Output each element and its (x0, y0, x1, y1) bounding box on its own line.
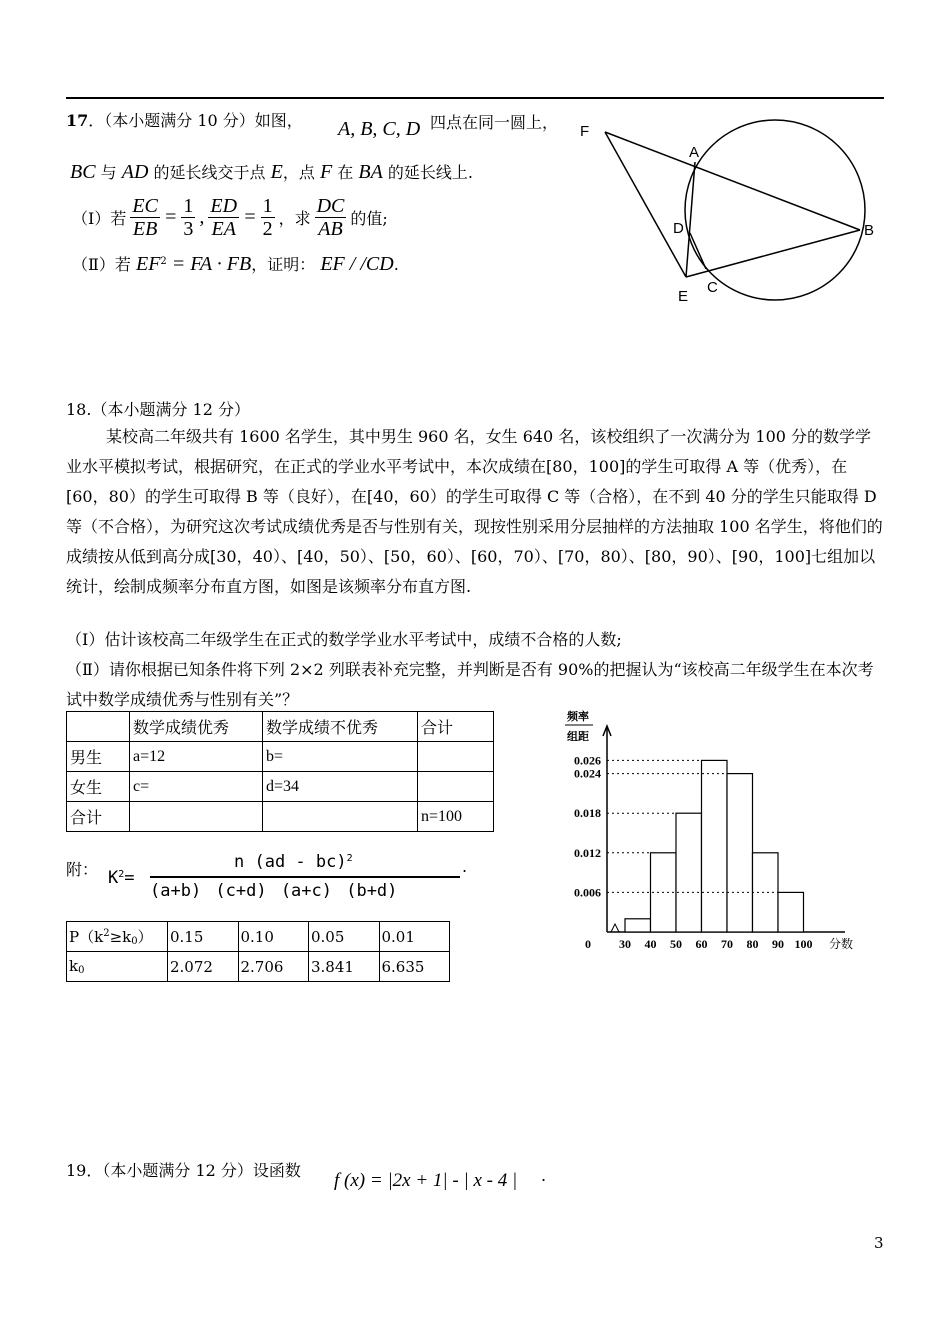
appendix-label: 附： (66, 860, 99, 879)
q17-ad: AD (121, 161, 149, 183)
cell: n=100 (418, 802, 494, 832)
q18-part1: （Ⅰ）估计该校高二年级学生在正式的数学学业水平考试中，成绩不合格的人数; (66, 630, 622, 649)
label-f: F (580, 123, 590, 140)
q17-frac-dc-ab: $\frac{DC}{AB}$ (316, 195, 345, 240)
histogram-bar (702, 760, 728, 932)
q17-points: A, B, C, D (338, 118, 421, 140)
y-axis-label-bottom: 组距 (567, 730, 589, 743)
table-row (67, 802, 494, 832)
q17-frac-1-2: $\frac{1}{2}$ (262, 195, 273, 240)
cell: 0.05 (309, 922, 380, 952)
q17-frac-1-3: $\frac{1}{3}$ (183, 195, 194, 240)
x-tick-label: 100 (794, 937, 813, 951)
x-tick-label: 80 (746, 937, 759, 951)
cell: 0.15 (168, 922, 239, 952)
q17-frac-ec-eb: $\frac{EC}{EB}$ (132, 195, 158, 240)
cell: a=12 (130, 742, 263, 772)
k2-lhs: $K^2=$ (108, 868, 135, 888)
cell (418, 742, 494, 772)
label-b: B (864, 222, 875, 239)
cell: 3.841 (309, 952, 380, 982)
x-tick-label: 90 (772, 937, 784, 951)
y-tick-label: 0.006 (574, 885, 601, 900)
q17-part2-label: （Ⅱ）若 (72, 255, 131, 274)
q17-line2 (70, 160, 473, 184)
cell: 数学成绩优秀 (130, 712, 263, 742)
q17-e: E (270, 161, 283, 183)
q17-text-b: 的延长线交于点 (153, 163, 266, 182)
cell: 合计 (418, 712, 494, 742)
q17-text-tail: 的延长线上. (387, 163, 474, 182)
q17-part2-rhs: = FA · FB (166, 253, 252, 275)
q19-header: 19．（本小题满分 12 分）设函数 (66, 1161, 301, 1180)
cell (130, 802, 263, 832)
segment-fb (605, 132, 860, 230)
segment-eb (686, 230, 860, 277)
histogram-bar (625, 919, 651, 932)
y-tick-label: 0.012 (574, 845, 601, 860)
header-rule (66, 97, 884, 99)
page-number: 3 (874, 1234, 884, 1252)
circle (685, 120, 865, 300)
k2-numerator: n (ad - bc)$^2$ (234, 852, 353, 872)
segment-dc (690, 233, 706, 269)
q17-bc: BC (70, 161, 96, 183)
cell (418, 772, 494, 802)
histogram-bar (753, 853, 779, 932)
cell: d=34 (263, 772, 418, 802)
x-tick-label: 40 (644, 937, 657, 951)
table-row (67, 742, 494, 772)
histogram-bar (727, 774, 753, 932)
segment-fe (605, 132, 686, 277)
cell: $P(k^2\ge k_0)$ (67, 922, 168, 952)
cell: 女生 (67, 772, 130, 802)
cell (263, 802, 418, 832)
q17-part2-ef: EF (135, 253, 161, 275)
x-tick-label: 60 (695, 937, 708, 951)
q17-geometry-figure (570, 105, 890, 315)
q17-text-a: 与 (100, 163, 117, 182)
q17-f: F (319, 161, 333, 183)
cell: 男生 (67, 742, 130, 772)
axis-break-mark (611, 924, 619, 932)
cell: 0.01 (379, 922, 450, 952)
q17-part2-mid: ，证明： (251, 255, 316, 274)
label-c: C (707, 279, 718, 296)
histogram-bar (676, 813, 702, 932)
label-a: A (689, 144, 700, 161)
cell (67, 712, 130, 742)
cell: 数学成绩不优秀 (263, 712, 418, 742)
q17-part1-tail: 的值; (350, 209, 388, 228)
q17-intro: ．（本小题满分 10 分）如图， (88, 111, 303, 130)
y-axis-label-top: 频率 (567, 710, 589, 723)
x-tick-label: 30 (619, 937, 631, 951)
cell: b= (263, 742, 418, 772)
k2-fraction-bar (150, 876, 460, 878)
q17-line1 (66, 108, 303, 131)
x-tick-label: 70 (721, 937, 733, 951)
frequency-histogram (545, 700, 865, 960)
x-tick-label: 50 (670, 937, 682, 951)
q17-part2 (72, 252, 399, 276)
table-row (67, 952, 450, 982)
y-tick-label: 0.018 (574, 806, 601, 821)
q17-part1: （Ⅰ）若 $\frac{EC}{EB}$ = $\frac{1}{3}$ , $\frac{ED}{EA}$ = $\frac{1}{2}$ ，求 $\frac{DC}{AB}$ 的值; (72, 195, 388, 240)
cell: $k_0$ (67, 952, 168, 982)
q17-text-d: 在 (337, 163, 354, 182)
k2-denominator: (a+b) (c+d) (a+c) (b+d) (150, 881, 398, 901)
cell: 0.10 (238, 922, 309, 952)
q18-body: 某校高二年级共有 1600 名学生，其中男生 960 名，女生 640 名，该校组织了一次满分为 100 分的数学学业水平模拟考试，根据研究，在正式的学业水平考试中，本次成绩在[80，100]的学生可取得 A 等（优秀），在[60，80）的学生可取得 B 等（良好），在[40，60）的学生可取得 C 等（合格），在不到 40 分的学生只能取得 D 等（不合格），为研究这次考试成绩优秀是否与性别有关，现按性别采用分层抽样的方法抽取 100 名学生，将他们的成绩按从低到高分成[30，40）、[40，50）、[50，60）、[60，70）、[70，80）、[80，90）、[90，100]七组加以统计，绘制成频率分布直方图，如图是该频率分布直方图. (66, 427, 883, 596)
table-row (67, 772, 494, 802)
p-value-table (66, 921, 450, 982)
cell: 2.072 (168, 952, 239, 982)
k2-tail: . (462, 857, 468, 876)
q19-tail: . (541, 1166, 547, 1185)
q17-part1-ask: ，求 (278, 209, 311, 228)
cell: 2.706 (238, 952, 309, 982)
cell: 6.635 (379, 952, 450, 982)
q17-part2-tail: . (393, 255, 399, 274)
q18-header: 18.（本小题满分 12 分） (66, 400, 250, 419)
q18-part2: （Ⅱ）请你根据已知条件将下列 2×2 列联表补充完整，并判断是否有 90%的把握认为“该校高二年级学生在本次考试中数学成绩优秀与性别有关”？ (66, 660, 874, 709)
y-tick-label: 0.024 (574, 766, 601, 781)
q17-part1-label: （Ⅰ）若 (72, 209, 127, 228)
q19-expression: f (x) = |2x + 1| - | x - 4 | (334, 1170, 518, 1191)
q17-frac-ed-ea: $\frac{ED}{EA}$ (210, 195, 238, 240)
table-row (67, 712, 494, 742)
cell: c= (130, 772, 263, 802)
origin-label: 0 (585, 937, 591, 951)
cell: 合计 (67, 802, 130, 832)
q17-part2-sup: 2 (160, 256, 167, 267)
label-d: D (673, 220, 684, 237)
q17-number: 17 (66, 111, 89, 130)
q17-part2-parallel: EF / /CD (320, 253, 394, 275)
y-tick-label: 0.026 (574, 753, 601, 768)
q17-text-c: ，点 (282, 163, 315, 182)
q17-ba: BA (358, 161, 383, 183)
label-e: E (678, 288, 689, 305)
table-row (67, 922, 450, 952)
contingency-table (66, 711, 494, 832)
x-axis-label: 分数 (829, 937, 854, 951)
q17-intro-tail: 四点在同一圆上， (430, 113, 559, 132)
histogram-bar (778, 892, 804, 932)
